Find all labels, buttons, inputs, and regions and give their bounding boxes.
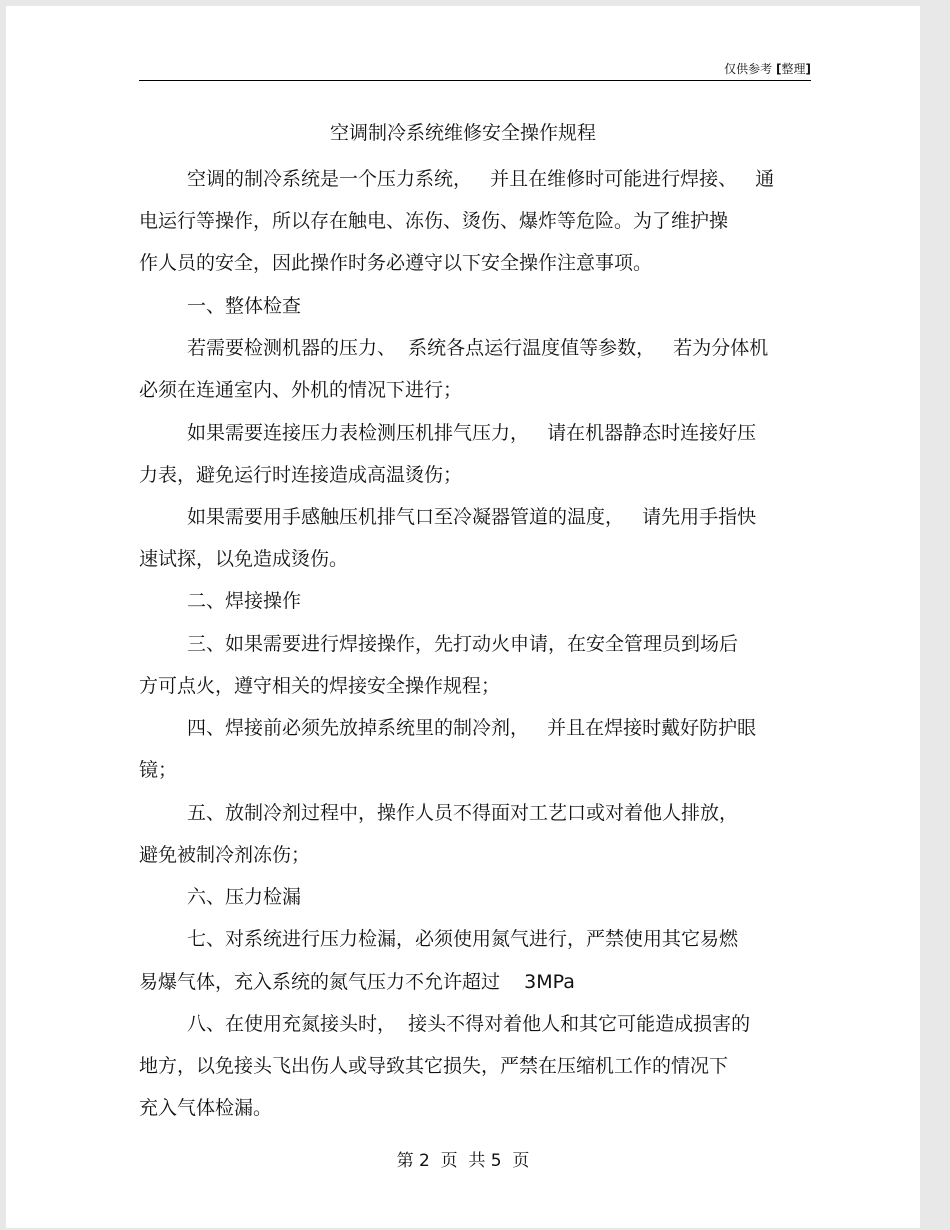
body-line: 易爆气体，充入系统的氮气压力不允许超过 3MPa: [139, 971, 575, 993]
body-line: 镜；: [139, 759, 178, 781]
body-line: 方可点火，遵守相关的焊接安全操作规程；: [139, 675, 501, 697]
section-heading: 六、压力检漏: [187, 886, 302, 908]
body-line: 五、放制冷剂过程中，操作人员不得面对工艺口或对着他人排放，: [187, 802, 739, 824]
body-line: 速试探，以免造成烫伤。: [139, 548, 349, 570]
body-line: 七、对系统进行压力检漏，必须使用氮气进行，严禁使用其它易燃: [187, 928, 739, 950]
body-line: 四、焊接前必须先放掉系统里的制冷剂， 并且在焊接时戴好防护眼: [187, 717, 757, 739]
body-line: 八、在使用充氮接头时， 接头不得对着他人和其它可能造成损害的: [187, 1013, 751, 1035]
header-tag-close: ]: [805, 62, 811, 76]
header-tag: 整理: [781, 62, 806, 76]
body-line: 地方，以免接头飞出伤人或导致其它损失，严禁在压缩机工作的情况下: [139, 1055, 729, 1077]
section-heading: 二、焊接操作: [187, 590, 302, 612]
body-line: 避免被制冷剂冻伤；: [139, 844, 311, 866]
body-line: 如果需要用手感触压机排气口至冷凝器管道的温度， 请先用手指快: [187, 506, 757, 528]
body-line: 空调的制冷系统是一个压力系统， 并且在维修时可能进行焊接、 通: [187, 168, 775, 190]
body-line: 三、如果需要进行焊接操作，先打动火申请，在安全管理员到场后: [187, 633, 739, 655]
document-page: [6, 6, 920, 1228]
page-footer: 第 2 页 共 5 页: [396, 1151, 530, 1171]
body-line: 作人员的安全，因此操作时务必遵守以下安全操作注意事项。: [139, 252, 653, 274]
body-line: 如果需要连接压力表检测压机排气压力， 请在机器静态时连接好压: [187, 422, 757, 444]
body-line: 充入气体检漏。: [139, 1097, 273, 1119]
document-title: 空调制冷系统维修安全操作规程: [329, 122, 596, 144]
body-line: 必须在连通室内、外机的情况下进行；: [139, 379, 463, 401]
body-line: 电运行等操作，所以存在触电、冻伤、烫伤、爆炸等危险。为了维护操: [139, 210, 729, 232]
body-line: 若需要检测机器的压力、 系统各点运行温度值等参数， 若为分体机: [187, 337, 769, 359]
header-text: 仅供参考: [724, 62, 773, 76]
header-tag-open: [: [776, 62, 782, 76]
page-header: [139, 60, 811, 81]
section-heading: 一、整体检查: [187, 295, 302, 317]
body-line: 力表，避免运行时连接造成高温烫伤；: [139, 464, 463, 486]
